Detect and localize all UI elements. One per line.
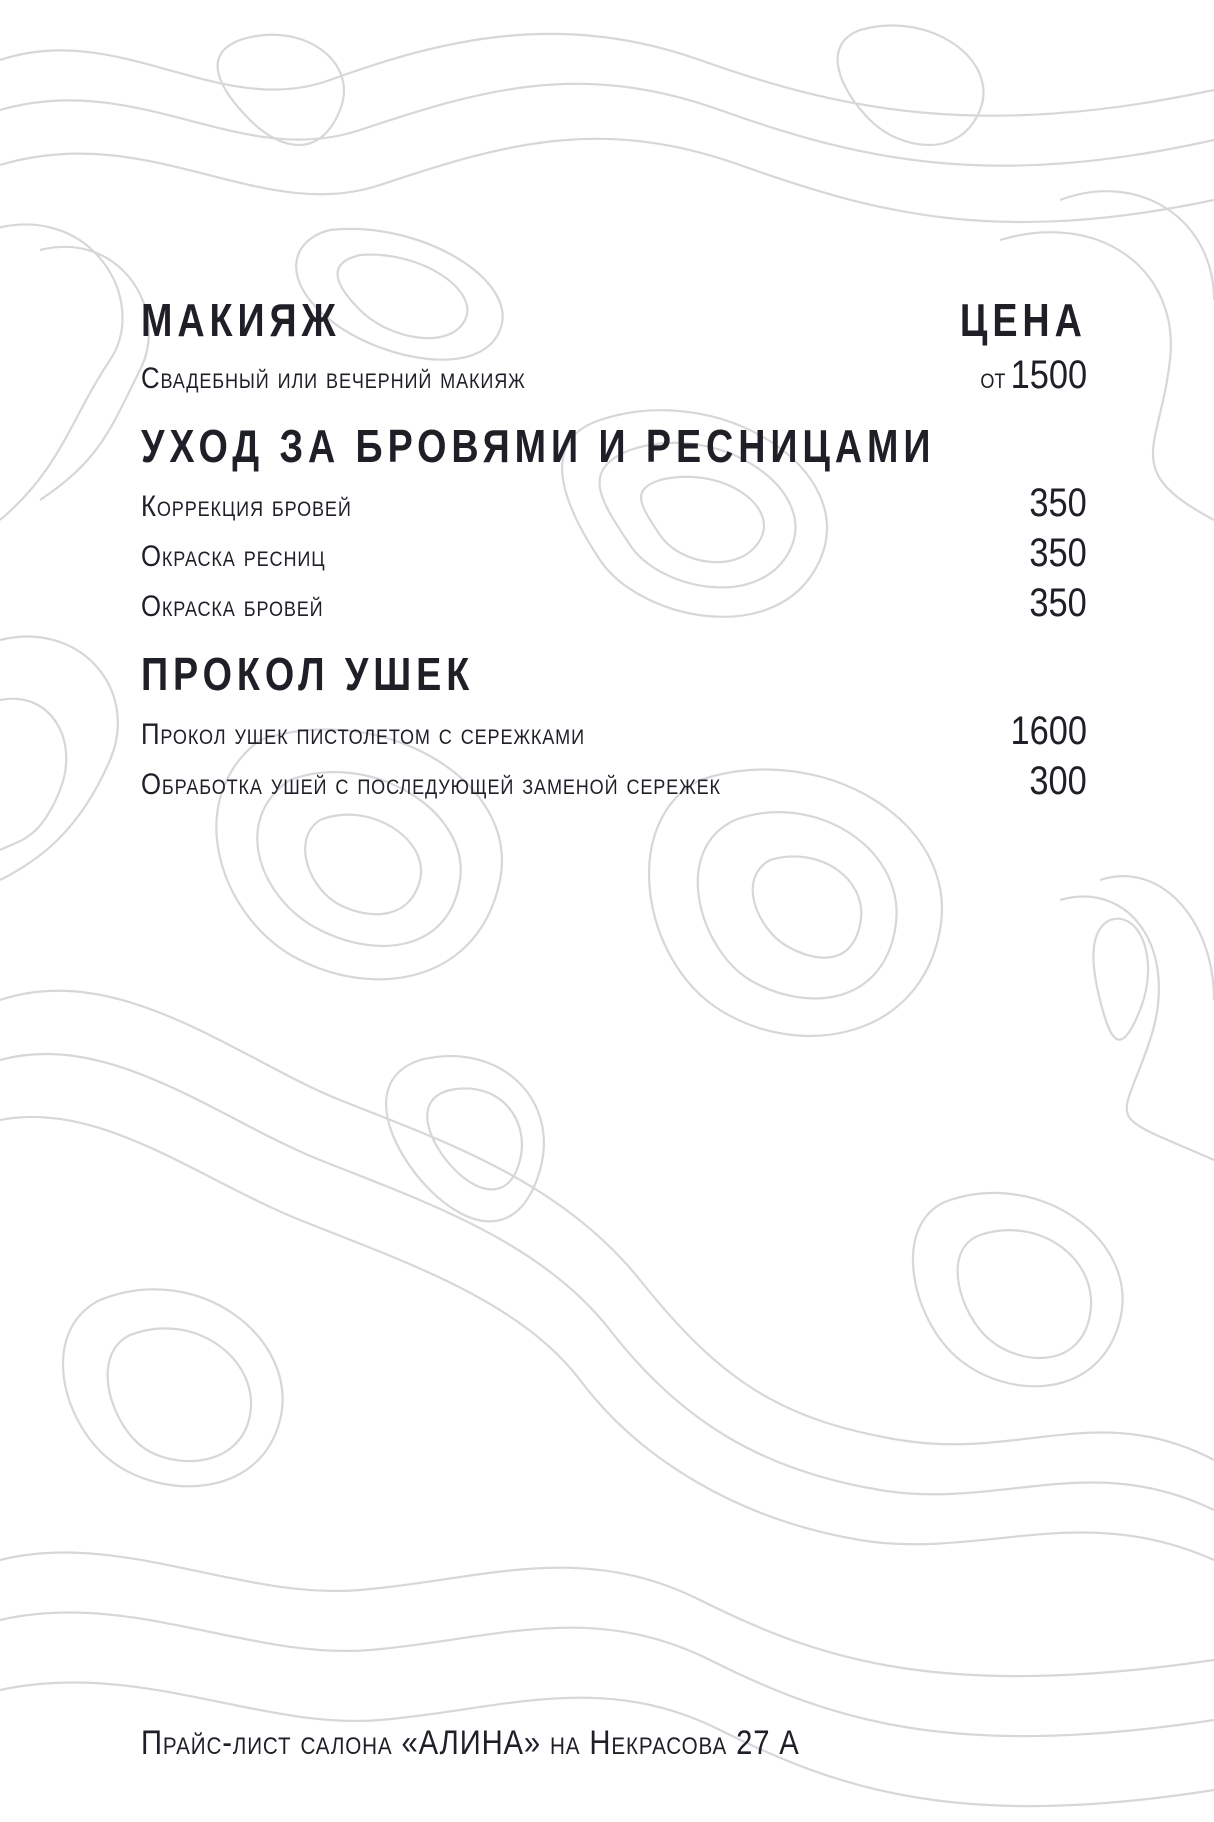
- section-title: ПРОКОЛ УШЕК: [141, 648, 475, 700]
- service-price: 350: [1029, 581, 1087, 625]
- service-price: 350: [1029, 531, 1087, 575]
- service-name: Коррекция бровей: [141, 490, 352, 523]
- footer-salon-info: Прайс-лист салона «АЛИНА» на Некрасова 27 А: [141, 1724, 800, 1762]
- section-header: [141, 292, 1087, 348]
- list-item: [141, 708, 1087, 758]
- service-name: Окраска бровей: [141, 590, 324, 623]
- list-item: [141, 530, 1087, 580]
- section-header: [141, 646, 1087, 702]
- section-makeup: [141, 292, 1087, 402]
- service-price: [980, 352, 1087, 402]
- list-item: [141, 352, 1087, 402]
- section-brows-lashes: [141, 418, 1087, 630]
- service-name: Окраска ресниц: [141, 540, 326, 573]
- service-price: 350: [1029, 481, 1087, 525]
- service-name: Свадебный или вечерний макияж: [141, 362, 526, 395]
- service-price: 300: [1029, 759, 1087, 803]
- section-header: [141, 418, 1087, 474]
- service-name: Прокол ушек пистолетом с сережками: [141, 718, 585, 751]
- section-title: МАКИЯЖ: [141, 294, 341, 346]
- section-title: УХОД ЗА БРОВЯМИ И РЕСНИЦАМИ: [141, 420, 936, 472]
- section-ear-piercing: [141, 646, 1087, 808]
- price-column-header: ЦЕНА: [960, 294, 1087, 346]
- price-list: [141, 292, 1087, 824]
- list-item: [141, 580, 1087, 630]
- price-prefix: от: [980, 362, 1006, 395]
- list-item: [141, 758, 1087, 808]
- list-item: [141, 480, 1087, 530]
- service-name: Обработка ушей с последующей заменой сережек: [141, 768, 721, 801]
- service-price: 1600: [1010, 709, 1087, 753]
- price-value: 1500: [1010, 353, 1087, 397]
